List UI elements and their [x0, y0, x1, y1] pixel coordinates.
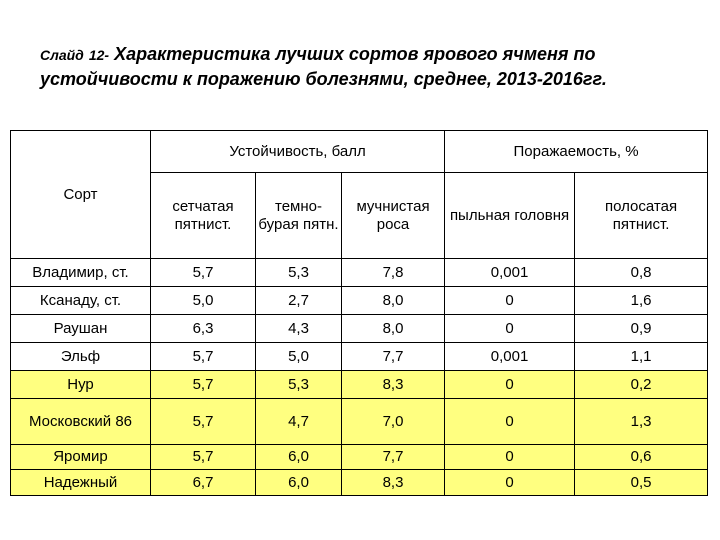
table-cell: 6,7 — [151, 470, 256, 496]
table-cell: 2,7 — [256, 287, 342, 315]
damage-group-header: Поражаемость, % — [445, 131, 708, 173]
table-cell: 1,3 — [575, 399, 708, 445]
slide-title — [40, 42, 690, 91]
row-name: Эльф — [11, 343, 151, 371]
table-cell: 0,9 — [575, 315, 708, 343]
row-name: Яромир — [11, 445, 151, 470]
title-line-1: Характеристика лучших сортов ярового ячменя по — [114, 44, 596, 64]
table-cell: 8,3 — [342, 470, 445, 496]
table-cell: 0,001 — [445, 343, 575, 371]
table-cell: 7,7 — [342, 445, 445, 470]
table-cell: 0,6 — [575, 445, 708, 470]
table-cell: 0,001 — [445, 259, 575, 287]
column-header: пыльная головня — [445, 173, 575, 259]
column-header: темно-бурая пятн. — [256, 173, 342, 259]
table-row — [11, 343, 708, 371]
table-cell: 5,0 — [256, 343, 342, 371]
row-name: Московский 86 — [11, 399, 151, 445]
table-cell: 0,2 — [575, 371, 708, 399]
table-cell: 4,3 — [256, 315, 342, 343]
column-header: мучнистая роса — [342, 173, 445, 259]
row-name: Надежный — [11, 470, 151, 496]
sort-header: Сорт — [11, 131, 151, 259]
table-cell: 0,5 — [575, 470, 708, 496]
table-row — [11, 445, 708, 470]
table-cell: 5,3 — [256, 371, 342, 399]
table-row — [11, 287, 708, 315]
table-cell: 5,7 — [151, 343, 256, 371]
table-cell: 0,8 — [575, 259, 708, 287]
row-name: Ксанаду, ст. — [11, 287, 151, 315]
table-cell: 8,0 — [342, 287, 445, 315]
table-cell: 5,7 — [151, 371, 256, 399]
table-cell: 4,7 — [256, 399, 342, 445]
table-cell: 0 — [445, 287, 575, 315]
column-header: полосатая пятнист. — [575, 173, 708, 259]
table-cell: 1,1 — [575, 343, 708, 371]
table-cell: 8,3 — [342, 371, 445, 399]
table-cell: 6,3 — [151, 315, 256, 343]
table-cell: 7,7 — [342, 343, 445, 371]
table-cell: 5,0 — [151, 287, 256, 315]
table-cell: 7,8 — [342, 259, 445, 287]
table-cell: 5,7 — [151, 445, 256, 470]
table-row — [11, 399, 708, 445]
table-cell: 0 — [445, 371, 575, 399]
varieties-table — [10, 130, 708, 496]
table-cell: 6,0 — [256, 470, 342, 496]
table-cell: 5,3 — [256, 259, 342, 287]
table-cell: 1,6 — [575, 287, 708, 315]
row-name: Нур — [11, 371, 151, 399]
slide-prefix: Слайд — [40, 47, 84, 63]
table-cell: 0 — [445, 445, 575, 470]
table-cell: 7,0 — [342, 399, 445, 445]
table-cell: 0 — [445, 315, 575, 343]
table-cell: 8,0 — [342, 315, 445, 343]
slide-number: 12- — [88, 47, 110, 63]
row-name: Владимир, ст. — [11, 259, 151, 287]
resistance-group-header: Устойчивость, балл — [151, 131, 445, 173]
table-cell: 0 — [445, 399, 575, 445]
table-cell: 5,7 — [151, 259, 256, 287]
table-cell: 0 — [445, 470, 575, 496]
table-cell: 5,7 — [151, 399, 256, 445]
table-row — [11, 315, 708, 343]
table-cell: 6,0 — [256, 445, 342, 470]
table-row — [11, 371, 708, 399]
title-line-2: устойчивости к поражению болезнями, среднее, 2013-2016гг. — [40, 69, 607, 89]
row-name: Раушан — [11, 315, 151, 343]
table-row — [11, 470, 708, 496]
table-row — [11, 259, 708, 287]
column-header: сетчатая пятнист. — [151, 173, 256, 259]
